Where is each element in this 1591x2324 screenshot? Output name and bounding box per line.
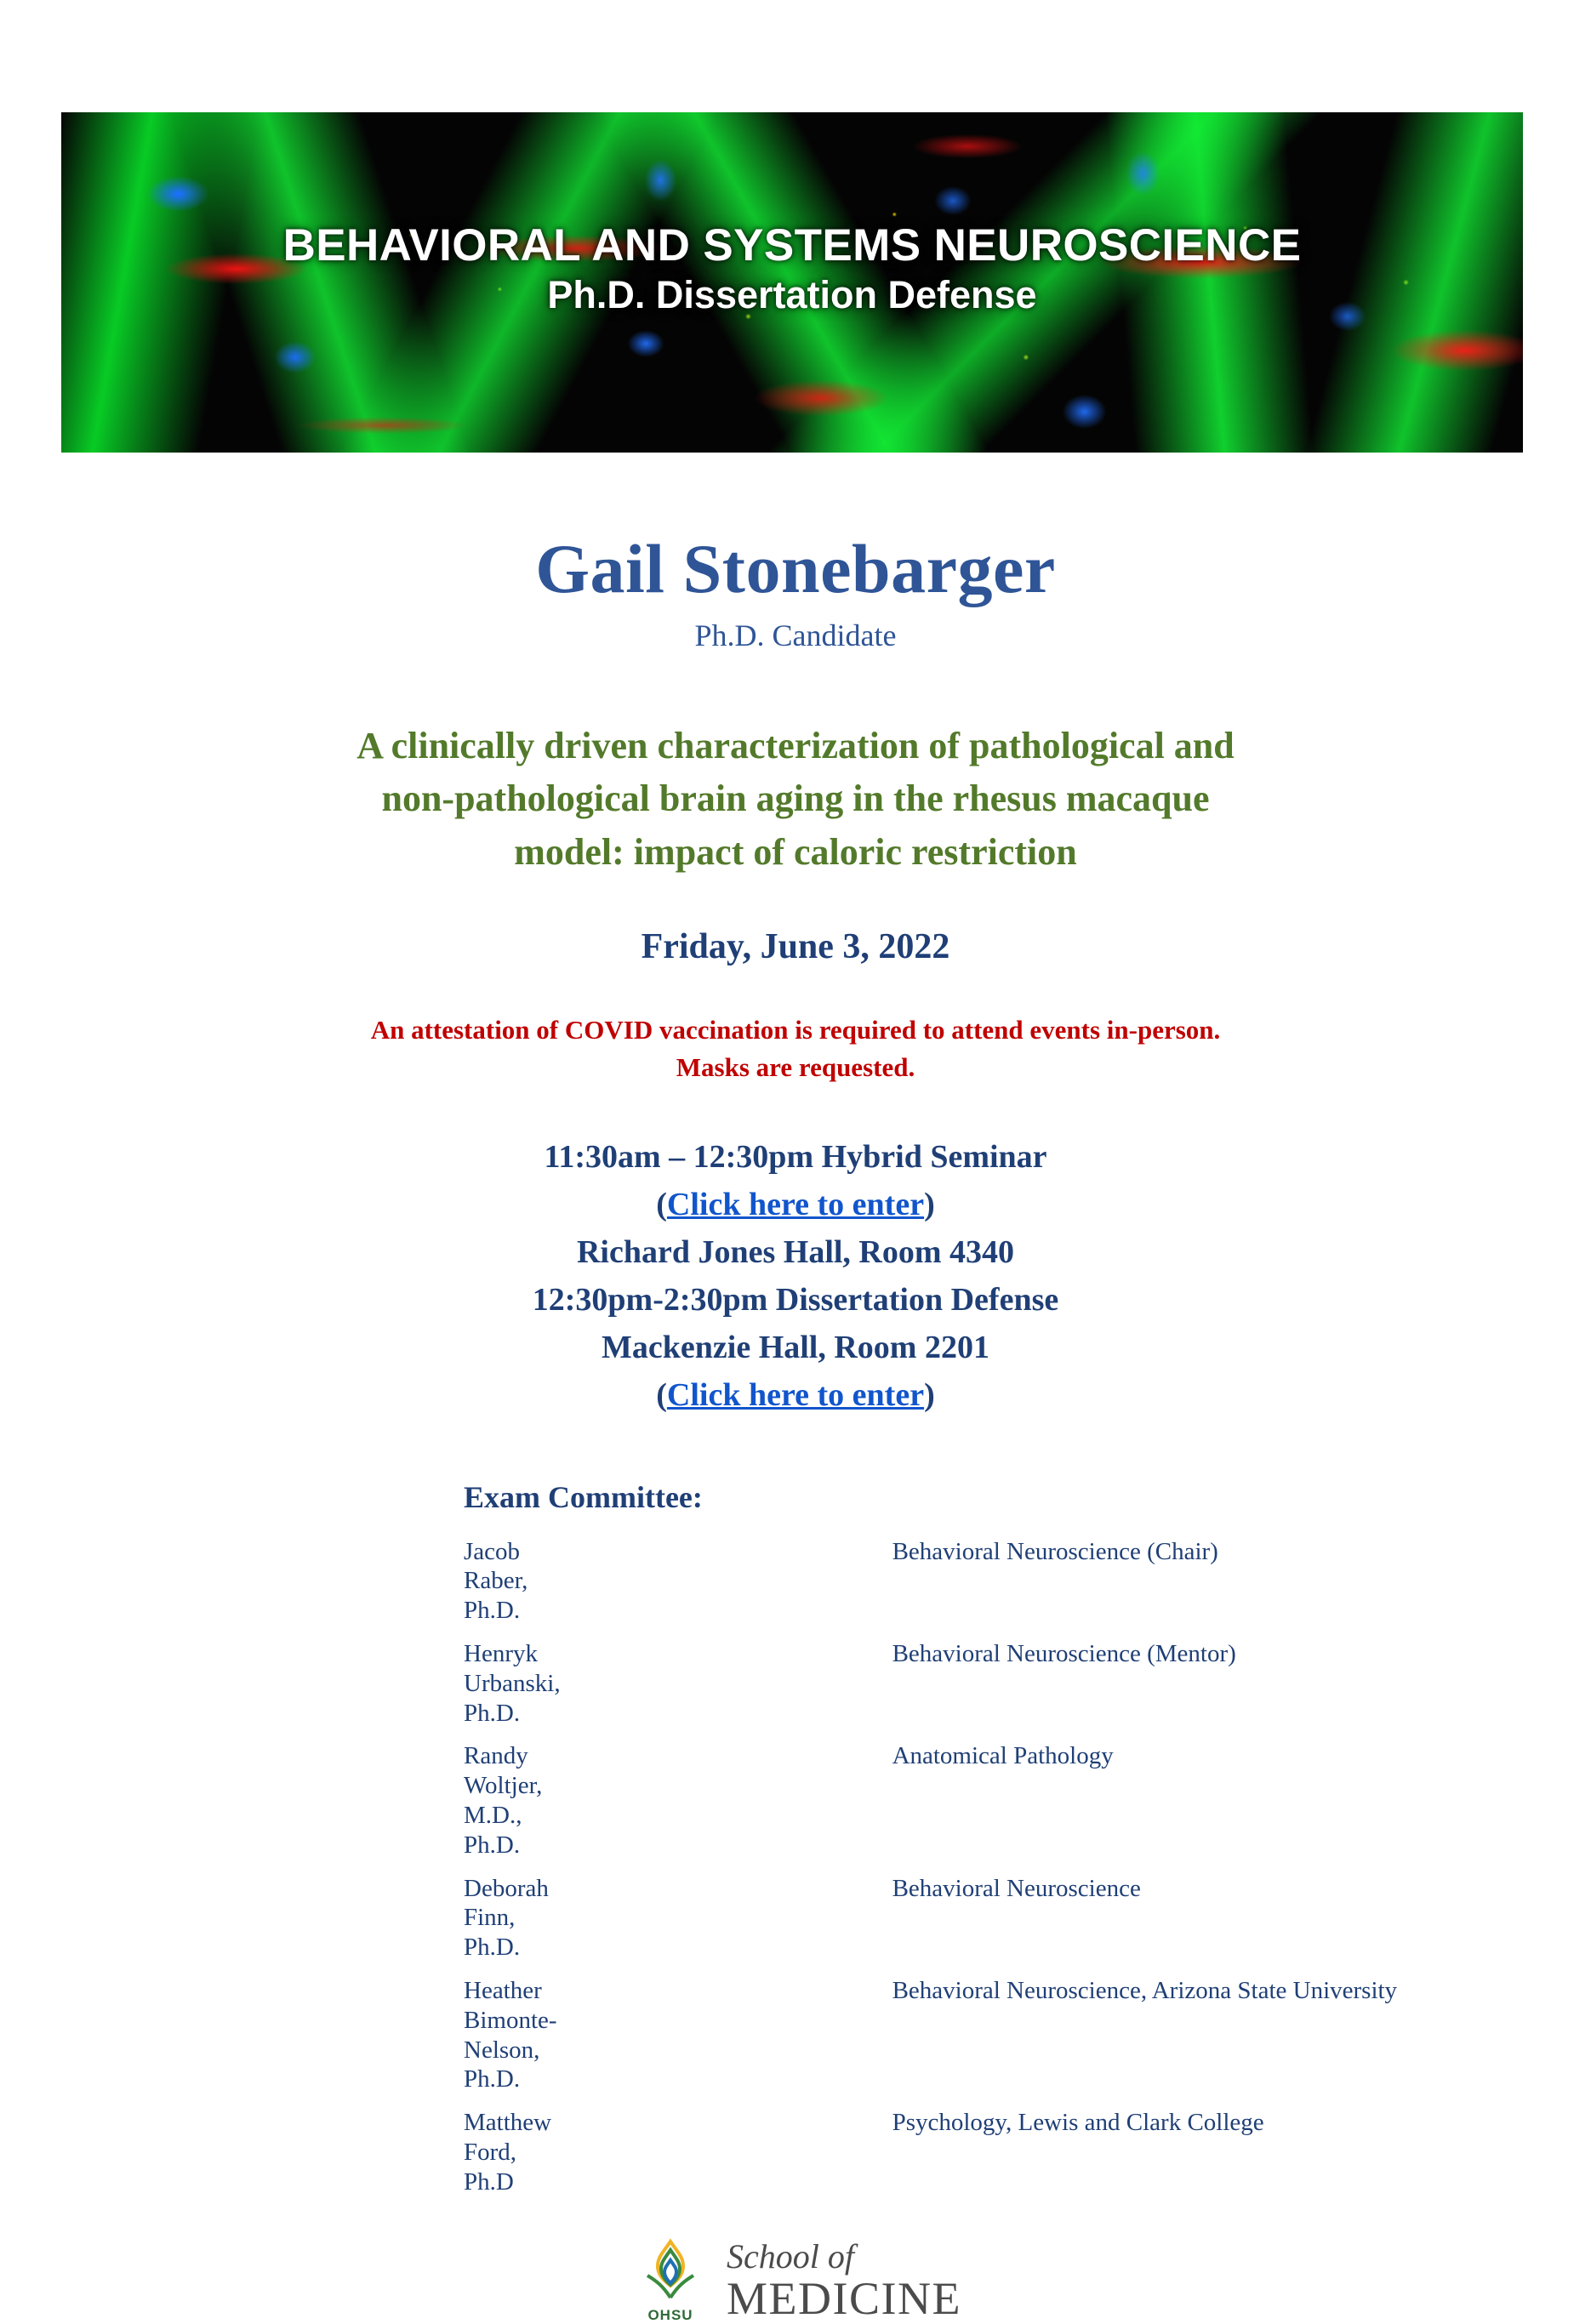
committee-member-name: Deborah Finn, Ph.D. bbox=[464, 1874, 549, 1962]
seminar-location: Richard Jones Hall, Room 4340 bbox=[576, 1234, 1015, 1271]
committee-member-role: Behavioral Neuroscience, Arizona State University bbox=[892, 1976, 1398, 2004]
event-date: Friday, June 3, 2022 bbox=[641, 927, 950, 967]
committee-table bbox=[464, 1530, 1397, 2204]
defense-location: Mackenzie Hall, Room 2201 bbox=[602, 1329, 989, 1365]
committee-member-role: Behavioral Neuroscience bbox=[892, 1874, 1141, 1902]
dissertation-title-line-1: A clinically driven characterization of pathological and bbox=[356, 725, 1235, 766]
seminar-join-link[interactable]: Click here to enter bbox=[666, 1187, 925, 1223]
covid-notice-line-1: An attestation of COVID vaccination is required to attend events in-person. bbox=[370, 1015, 1221, 1045]
header-banner bbox=[61, 112, 1523, 453]
flyer-page bbox=[0, 112, 1591, 2324]
committee-member-role: Anatomical Pathology bbox=[892, 1742, 1114, 1770]
committee-member-role: Behavioral Neuroscience (Mentor) bbox=[892, 1639, 1236, 1667]
exam-committee-heading: Exam Committee: bbox=[464, 1479, 703, 1514]
dissertation-title-line-3: model: impact of caloric restriction bbox=[514, 830, 1077, 873]
defense-join-link[interactable]: Click here to enter bbox=[666, 1376, 925, 1413]
candidate-name: Gail Stonebarger bbox=[535, 530, 1056, 607]
table-row bbox=[464, 1969, 1397, 2101]
committee-member-role: Psychology, Lewis and Clark College bbox=[892, 2109, 1264, 2137]
defense-time: 12:30pm-2:30pm Dissertation Defense bbox=[532, 1282, 1059, 1319]
committee-member-name: Henryk Urbanski, Ph.D. bbox=[464, 1639, 561, 1727]
banner-text-block bbox=[61, 221, 1523, 317]
dissertation-title-line-2: non-pathological brain aging in the rhesus macaque bbox=[381, 778, 1210, 820]
committee-member-name: Heather Bimonte-Nelson, Ph.D. bbox=[464, 1976, 557, 2093]
seminar-paren-open: ( bbox=[656, 1187, 667, 1223]
seminar-link-row bbox=[132, 1182, 1459, 1229]
committee-member-role: Behavioral Neuroscience (Chair) bbox=[892, 1537, 1218, 1565]
defense-paren-close: ) bbox=[924, 1376, 935, 1413]
covid-notice-line-2: Masks are requested. bbox=[676, 1052, 915, 1083]
school-of-label: School of bbox=[727, 2237, 854, 2276]
flyer-content bbox=[132, 530, 1459, 2324]
footer-logo bbox=[132, 2238, 1459, 2324]
table-row bbox=[464, 1734, 1397, 1866]
covid-notice bbox=[132, 1011, 1459, 1086]
defense-link-row bbox=[132, 1372, 1459, 1420]
ohsu-flame-icon bbox=[637, 2238, 704, 2301]
program-title: BEHAVIORAL AND SYSTEMS NEUROSCIENCE bbox=[282, 220, 1302, 271]
defense-paren-open: ( bbox=[656, 1376, 667, 1413]
seminar-paren-close: ) bbox=[924, 1187, 935, 1223]
committee-member-name: Randy Woltjer, M.D., Ph.D. bbox=[464, 1742, 543, 1859]
table-row bbox=[464, 1867, 1397, 1969]
ohsu-wordmark: OHSU bbox=[647, 2306, 693, 2323]
seminar-time: 11:30am – 12:30pm Hybrid Seminar bbox=[544, 1139, 1047, 1176]
ohsu-logo-mark bbox=[630, 2238, 711, 2324]
committee-member-name: Jacob Raber, Ph.D. bbox=[464, 1537, 528, 1625]
exam-committee-section bbox=[242, 1479, 1398, 2204]
medicine-label: MEDICINE bbox=[727, 2273, 961, 2324]
school-of-medicine-wordmark bbox=[727, 2237, 961, 2324]
committee-member-name: Matthew Ford, Ph.D bbox=[464, 2109, 552, 2196]
table-row bbox=[464, 2101, 1397, 2203]
schedule-block bbox=[132, 1134, 1459, 1419]
dissertation-title bbox=[132, 720, 1459, 879]
candidate-role: Ph.D. Candidate bbox=[694, 618, 897, 652]
table-row bbox=[464, 1530, 1397, 1632]
table-row bbox=[464, 1632, 1397, 1734]
event-type: Ph.D. Dissertation Defense bbox=[547, 273, 1037, 317]
